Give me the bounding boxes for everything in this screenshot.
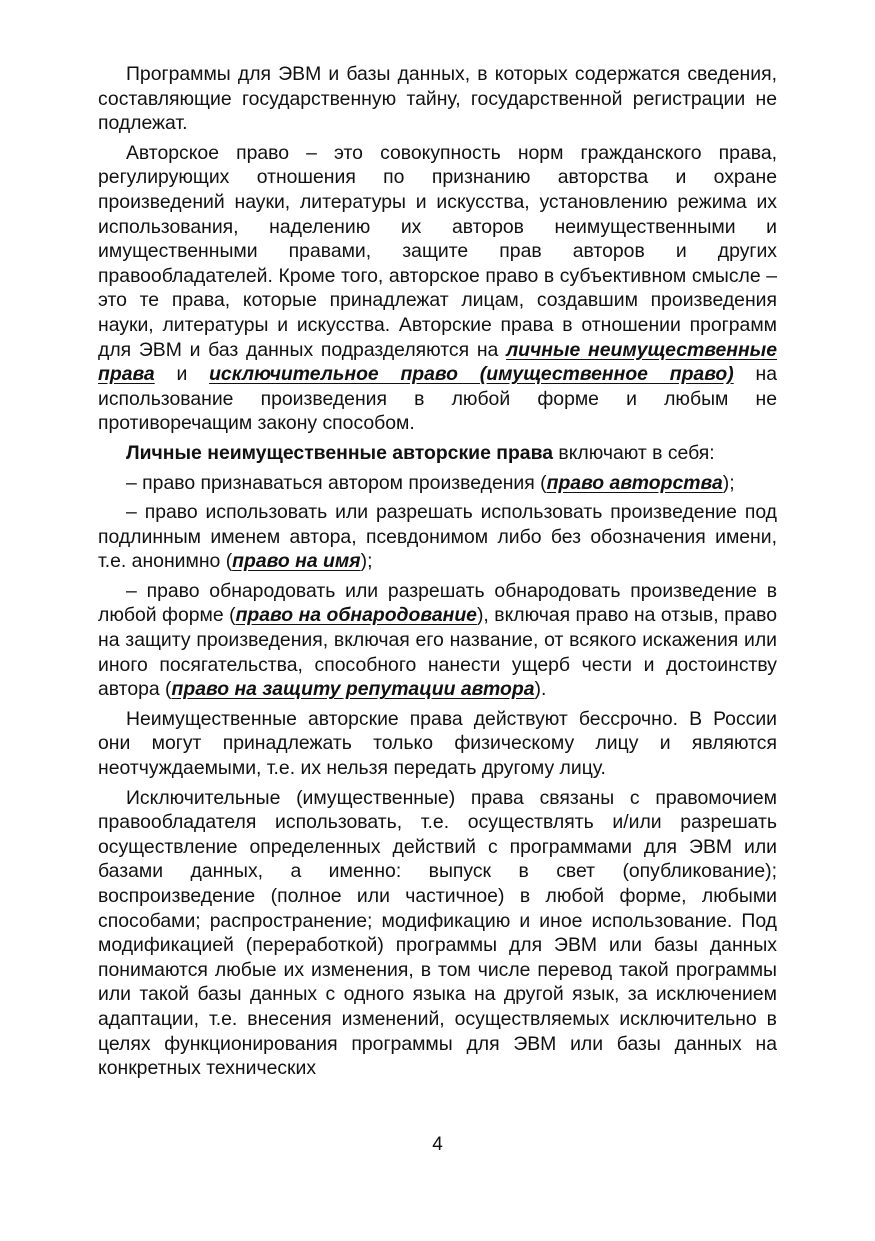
list-item-publication-right (98, 579, 777, 702)
paragraph-text: на использование произведения в любой форме и любым не противоречащим закону способом. (98, 363, 777, 435)
paragraph-perpetual-rights: Неимущественные авторские права действуют бессрочно. В России они могут принадлежать только физическому лицу и являются неотчуждаемыми, т.е. их нельзя передать другому лицу. (98, 707, 777, 780)
list-text: – право обнародовать или разрешать обнародовать произведение в любой форме ( (98, 579, 777, 627)
list-text: ), включая право на отзыв, право на защиту произведения, включая его название, от всякого искажения или иного посягательства, способного нанести ущерб чести и достоинству автора ( (98, 604, 777, 701)
list-text: ); (360, 550, 373, 573)
list-text: ); (722, 471, 735, 494)
paragraph-exclusive-rights: Исключительные (имущественные) права связаны с правомочием правообладателя использовать, т.е. осуществлять и/или разрешать осуществление определенных действий с программами для ЭВМ или базами данных, а именно: выпуск в свет (опубликование); воспроизведение (полное или частичное) в любой форме, любыми способами; распространение; модификацию и иное использование. Под модификацией (переработкой) программы для ЭВМ или базы данных понимаются любые их изменения, в том числе перевод такой программы или такой базы данных с одного языка на другой язык, за исключением адаптации, т.е. внесения изменений, осуществляемых исключительно в целях функционирования программы для ЭВМ или базы данных на конкретных технических (98, 786, 777, 1080)
paragraph-personal-rights-intro (98, 441, 777, 466)
list-item-name-right (98, 500, 777, 574)
page-number: 4 (432, 1134, 443, 1155)
paragraph-copyright-definition (98, 141, 777, 436)
emphasis-personal-rights: личные неимущественные права (98, 338, 778, 386)
paragraph-text: Авторское право – это совокупность норм гражданского права, регулирующих отношения по признанию авторства и охране произведений науки, литературы и искусства, установлению режима их использования, наделению их авторов неимущественными и имущественными правами, защите прав авторов и других правообладателей. Кроме того, авторское право в субъективном смысле – это те права, которые принадлежат лицам, создавшим произведения науки, литературы и искусства. Авторские права в отношении программ для ЭВМ и баз данных подразделяются на (98, 141, 777, 361)
emphasis-publication-right: право на обнародование (235, 604, 477, 627)
paragraph-text: включают в себя: (553, 441, 715, 464)
list-item-authorship (98, 471, 777, 496)
emphasis-reputation-right: право на защиту репутации автора (171, 678, 535, 701)
paragraph-state-secret: Программы для ЭВМ и базы данных, в которых содержатся сведения, составляющие государственную тайну, государственной регистрации не подлежат. (98, 63, 777, 135)
list-text: ). (534, 678, 547, 701)
list-text: – право использовать или разрешать использовать произведение под подлинным именем автора, псевдонимом либо без обозначения имени, т.е. анонимно ( (98, 501, 777, 573)
list-text: – право признаваться автором произведения ( (126, 471, 547, 494)
lead-personal-rights: Личные неимущественные авторские права (126, 441, 554, 464)
emphasis-name-right: право на имя (232, 550, 361, 573)
emphasis-exclusive-right: исключительное право (имущественное право) (209, 363, 734, 386)
document-page (98, 62, 777, 1086)
paragraph-text: и (154, 363, 210, 386)
emphasis-authorship-right: право авторства (546, 471, 723, 494)
